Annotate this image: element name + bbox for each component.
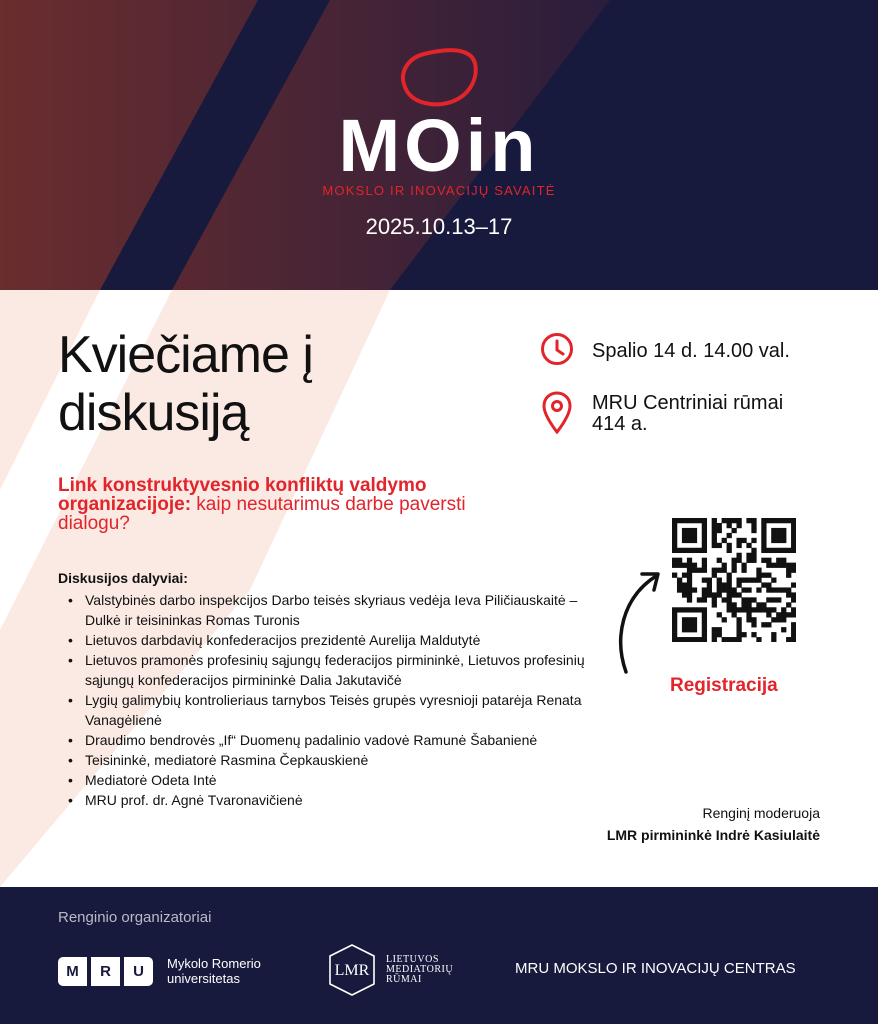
mru-name-line-2: universitetas [167, 971, 240, 986]
title-line-2: diskusiją [58, 384, 249, 442]
participants-list [58, 570, 598, 810]
list-item: • Lygių galimybių kontrolieriaus tarnybos Teisės grupės vyresnioji patarėja Renata Vanagėlienė [58, 690, 598, 730]
event-dates: 2025.10.13–17 [365, 214, 513, 239]
mic-name: MRU MOKSLO IR INOVACIJŲ CENTRAS [515, 960, 796, 977]
title-line-1: Kviečiame į [58, 326, 313, 384]
moin-logo [0, 0, 878, 290]
moderator-name: LMR pirmininkė Indrė Kasiulaitė [606, 827, 820, 843]
list-item: • MRU prof. dr. Agnė Tvaronavičienė [58, 790, 598, 810]
mru-letter-u: U [124, 957, 153, 986]
mru-letter-m: M [58, 957, 87, 986]
mru-letter-r: R [91, 957, 120, 986]
lmr-mark: LMR [334, 962, 370, 979]
location-line-2: 414 a. [592, 413, 648, 435]
subtitle-bold: Link konstruktyvesnio konfliktų valdymo organizacijoje: [58, 475, 427, 515]
participants-title: Diskusijos dalyviai: [58, 570, 188, 586]
lmr-name [386, 955, 453, 985]
footer [0, 887, 878, 1024]
moderator-label: Renginį moderuoja [702, 805, 820, 821]
list-item: • Lietuvos darbdavių konfederacijos prezidentė Aurelija Maldutytė [58, 630, 598, 650]
location-pin-icon [540, 390, 574, 434]
discussion-subtitle [58, 476, 528, 533]
qr-code[interactable] [672, 518, 796, 642]
header-banner [0, 0, 878, 290]
clock-icon [540, 332, 574, 366]
page-title [58, 326, 313, 442]
lmr-logo [324, 942, 453, 998]
mru-letters [58, 957, 153, 986]
list-item: • Mediatorė Odeta Intė [58, 770, 598, 790]
organizers-title: Renginio organizatoriai [58, 909, 212, 926]
main-content [0, 290, 878, 887]
logo-shape-icon [394, 44, 484, 110]
mru-name-line-1: Mykolo Romerio [167, 956, 261, 971]
lmr-line-2: MEDIATORIŲ [386, 964, 454, 975]
curved-arrow-icon [612, 568, 672, 678]
time-text: Spalio 14 d. 14.00 val. [592, 340, 790, 362]
logo-text: MOin [338, 104, 540, 187]
mru-name [167, 956, 261, 986]
list-item: • Draudimo bendrovės „If“ Duomenų padalinio vadovė Ramunė Šabanienė [58, 730, 598, 750]
lmr-emblem-icon [324, 942, 380, 998]
list-item: • Teisininkė, mediatorė Rasmina Čepkauskienė [58, 750, 598, 770]
moderator [607, 802, 820, 846]
subtitle-rest: kaip nesutarimus darbe paversti dialogu? [58, 494, 466, 534]
logo-subtitle: MOKSLO IR INOVACIJŲ SAVAITĖ [322, 183, 556, 198]
lmr-line-1: LIETUVOS [386, 954, 439, 965]
mru-logo [58, 956, 261, 986]
registration-link[interactable]: Registracija [670, 675, 778, 696]
location-line-1: MRU Centriniai rūmai [592, 392, 784, 414]
participants-items [58, 590, 598, 810]
list-item: • Valstybinės darbo inspekcijos Darbo teisės skyriaus vedėja Ieva Piličiauskaitė – Dulkė ir teisininkas Romas Turonis [58, 590, 598, 630]
list-item: • Lietuvos pramonės profesinių sąjungų federacijos pirmininkė, Lietuvos profesinių sąjungų konfederacijos pirmininkė Dalia Jakutavičė [58, 650, 598, 690]
lmr-line-3: RŪMAI [386, 974, 422, 985]
